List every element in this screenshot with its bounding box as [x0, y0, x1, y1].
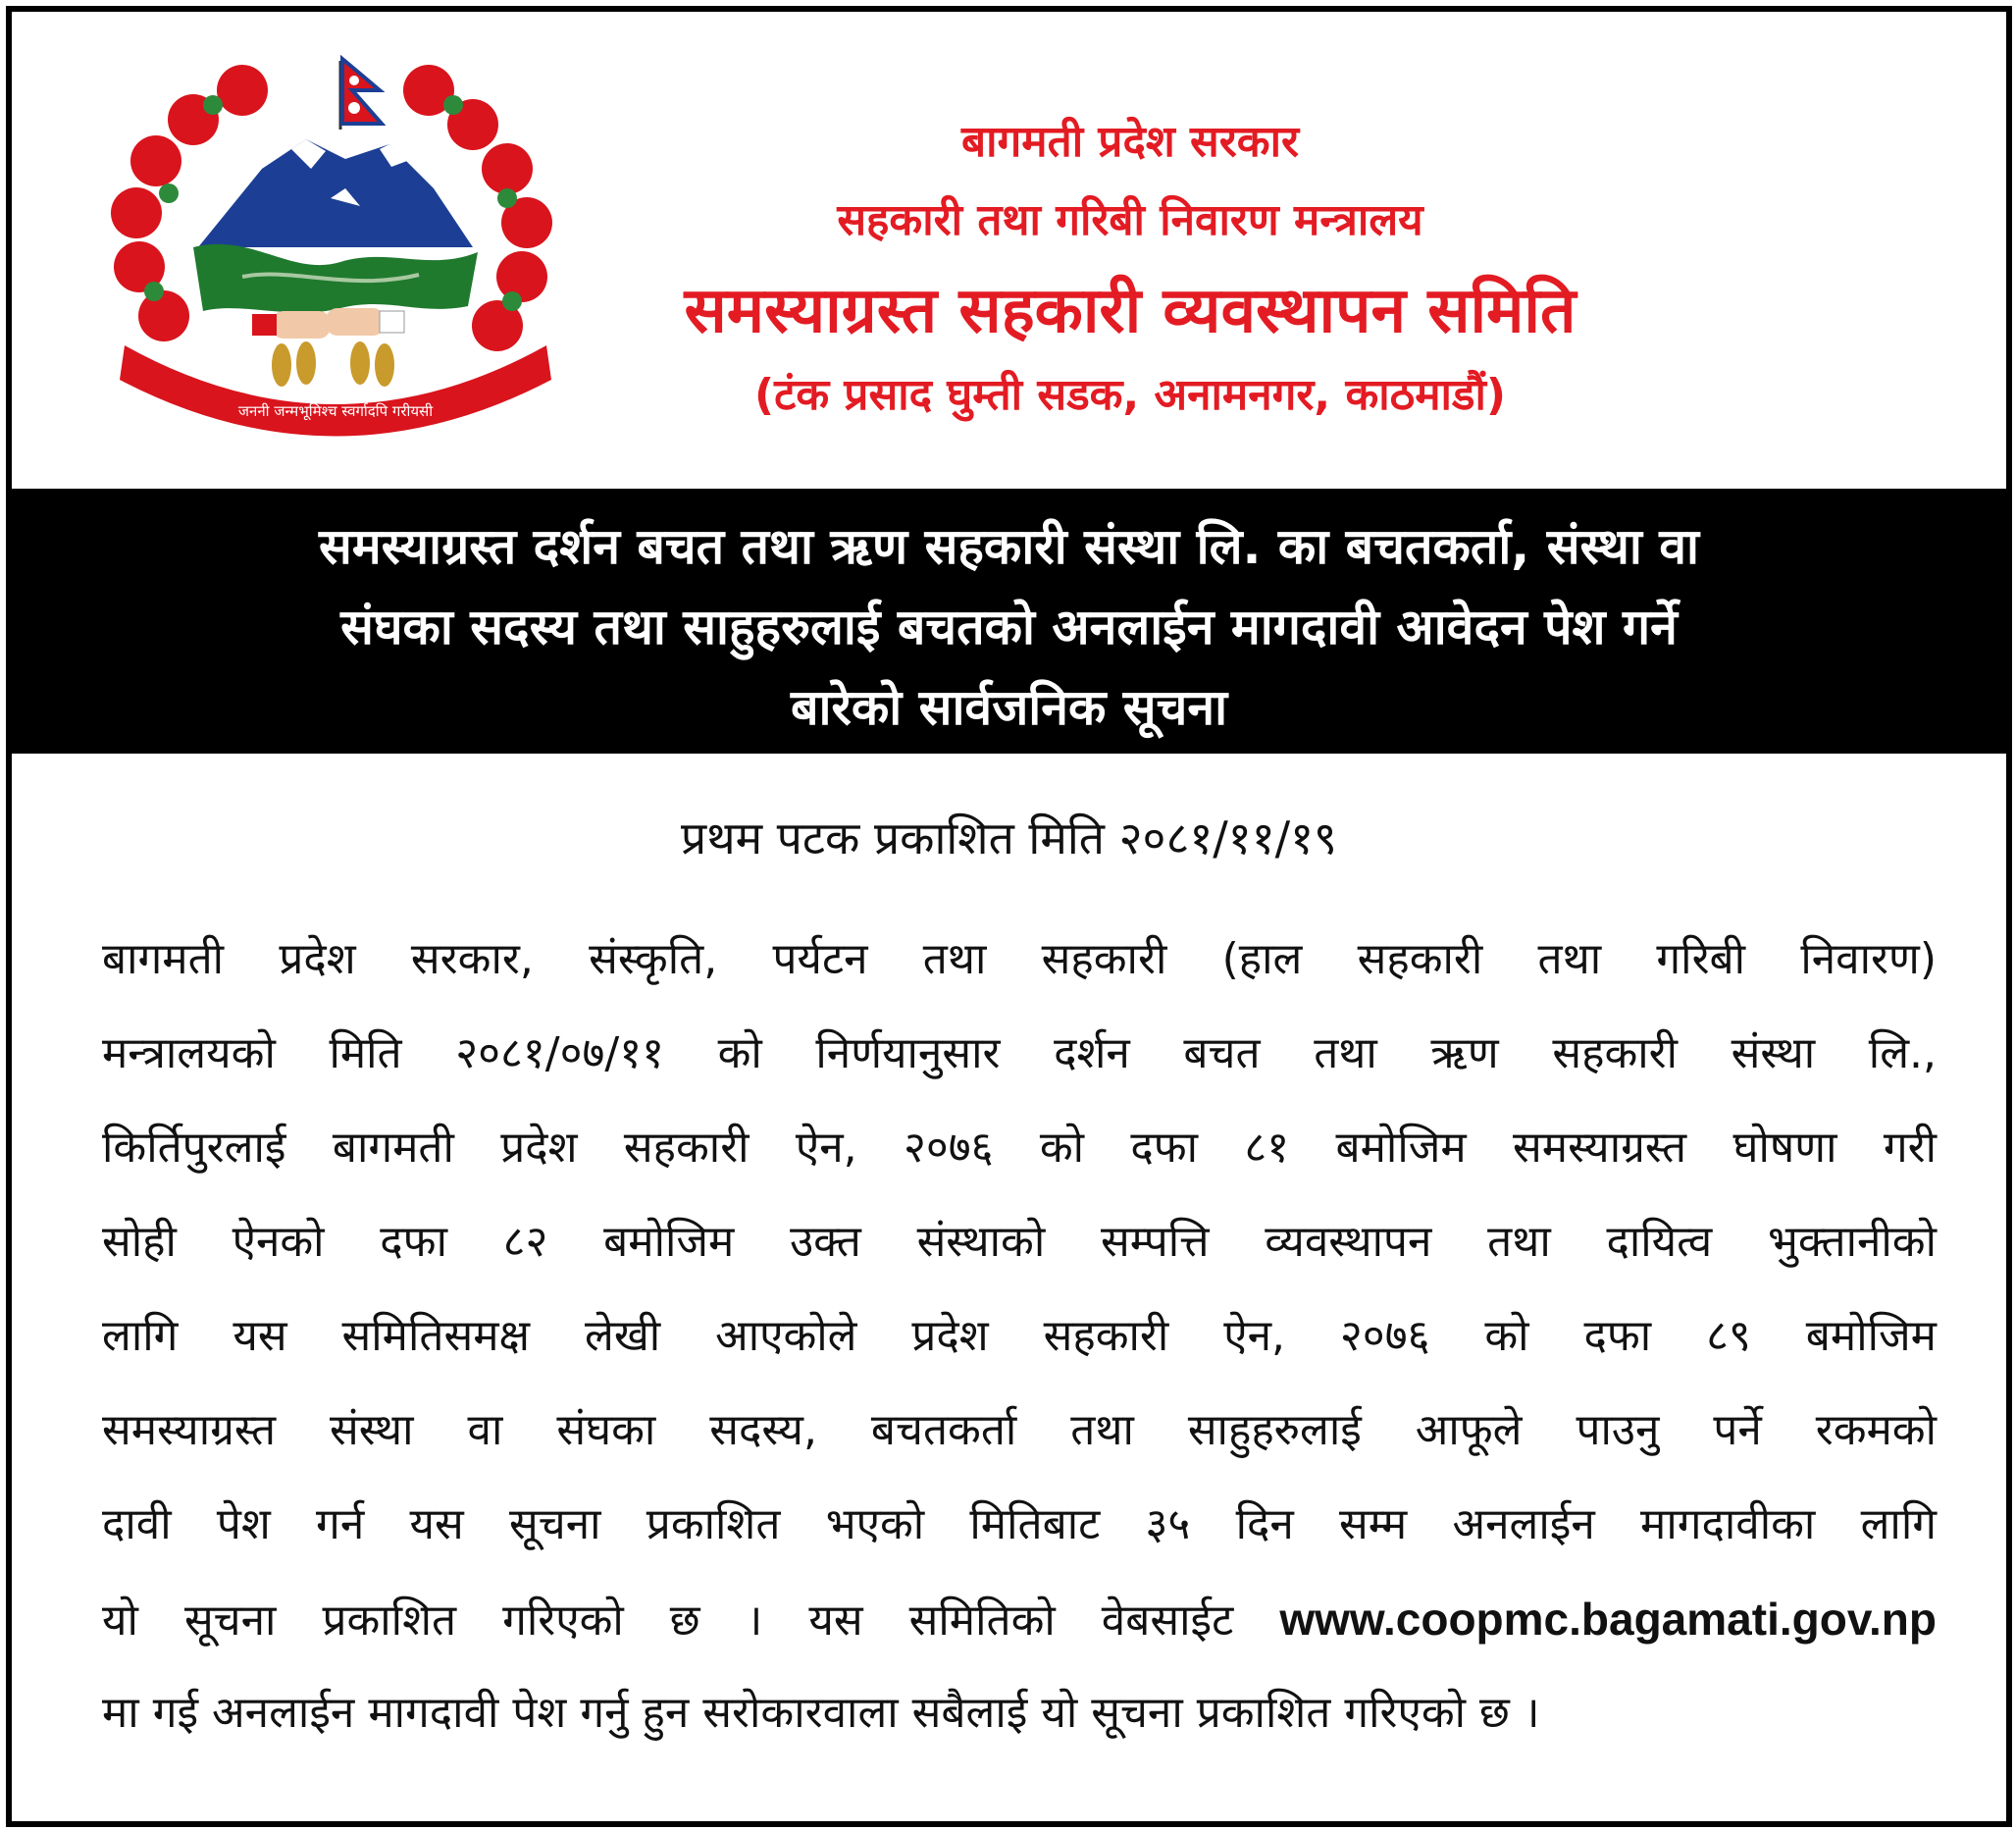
- website-link[interactable]: www.coopmc.bagamati.gov.np: [1279, 1594, 1937, 1645]
- motto-ribbon: [120, 345, 551, 437]
- body-line: मा गई अनलाईन मागदावी पेश गर्नु हुन सरोकारवाला सबैलाई यो सूचना प्रकाशित गरिएको छ ।: [102, 1688, 1540, 1738]
- body-line: मन्त्रालयको मिति २०८१/०७/११ को निर्णयानुसार दर्शन बचत तथा ऋण सहकारी संस्था लि.,: [102, 1028, 1937, 1078]
- government-name: बागमती प्रदेश सरकार: [961, 117, 1299, 167]
- first-published-date: प्रथम पटक प्रकाशित मिति २०८१/११/१९: [681, 811, 1337, 864]
- nepal-flag-icon: [340, 59, 382, 130]
- nepal-emblem-icon: [95, 51, 576, 453]
- committee-address: (टंक प्रसाद घुम्ती सडक, अनामनगर, काठमाडौं): [754, 370, 1506, 420]
- notice-title-banner: [12, 489, 2006, 754]
- notice-title-line: संघका सदस्य तथा साहुहरुलाई बचतको अनलाईन मागदावी आवेदन पेश गर्ने: [340, 599, 1678, 655]
- body-line-prefix: यो सूचना प्रकाशित गरिएको छ । यस समितिको वेबसाईट: [102, 1596, 1234, 1646]
- body-line: सोही ऐनको दफा ८२ बमोजिम उक्त संस्थाको सम्पत्ति व्यवस्थापन तथा दायित्व भुक्तानीको: [102, 1217, 1937, 1267]
- motto-text: जननी जन्मभूमिश्च स्वर्गादपि गरीयसी: [237, 402, 434, 420]
- notice-title-line: बारेको सार्वजनिक सूचना: [790, 679, 1228, 736]
- ministry-name: सहकारी तथा गरिबी निवारण मन्त्रालय: [837, 195, 1423, 245]
- notice-frame: [6, 6, 2012, 1827]
- body-line: दावी पेश गर्न यस सूचना प्रकाशित भएको मितिबाट ३५ दिन सम्म अनलाईन मागदावीका लागि: [102, 1499, 1937, 1549]
- body-line-with-website: [102, 1572, 1937, 1666]
- letterhead: [12, 12, 2006, 483]
- body-line: किर्तिपुरलाई बागमती प्रदेश सहकारी ऐन, २०७६ को दफा ८१ बमोजिम समस्याग्रस्त घोषणा गरी: [102, 1123, 1937, 1173]
- body-line: बागमती प्रदेश सरकार, संस्कृति, पर्यटन तथा सहकारी (हाल सहकारी तथा गरिबी निवारण): [102, 934, 1937, 984]
- handshake-icon: [252, 308, 404, 339]
- body-line: लागि यस समितिसमक्ष लेखी आएकोले प्रदेश सहकारी ऐन, २०७६ को दफा ८९ बमोजिम: [102, 1311, 1937, 1361]
- body-line: समस्याग्रस्त संस्था वा संघका सदस्य, बचतकर्ता तथा साहुहरुलाई आफूले पाउनु पर्ने रकमको: [102, 1405, 1937, 1455]
- wheat-icon: [272, 341, 394, 387]
- notice-title-line: समस्याग्रस्त दर्शन बचत तथा ऋण सहकारी संस्था लि. का बचतकर्ता, संस्था वा: [318, 518, 1700, 575]
- committee-name: समस्याग्रस्त सहकारी व्यवस्थापन समिति: [684, 275, 1577, 347]
- mountain-icon: [198, 139, 473, 247]
- notice-body: [102, 913, 1937, 1760]
